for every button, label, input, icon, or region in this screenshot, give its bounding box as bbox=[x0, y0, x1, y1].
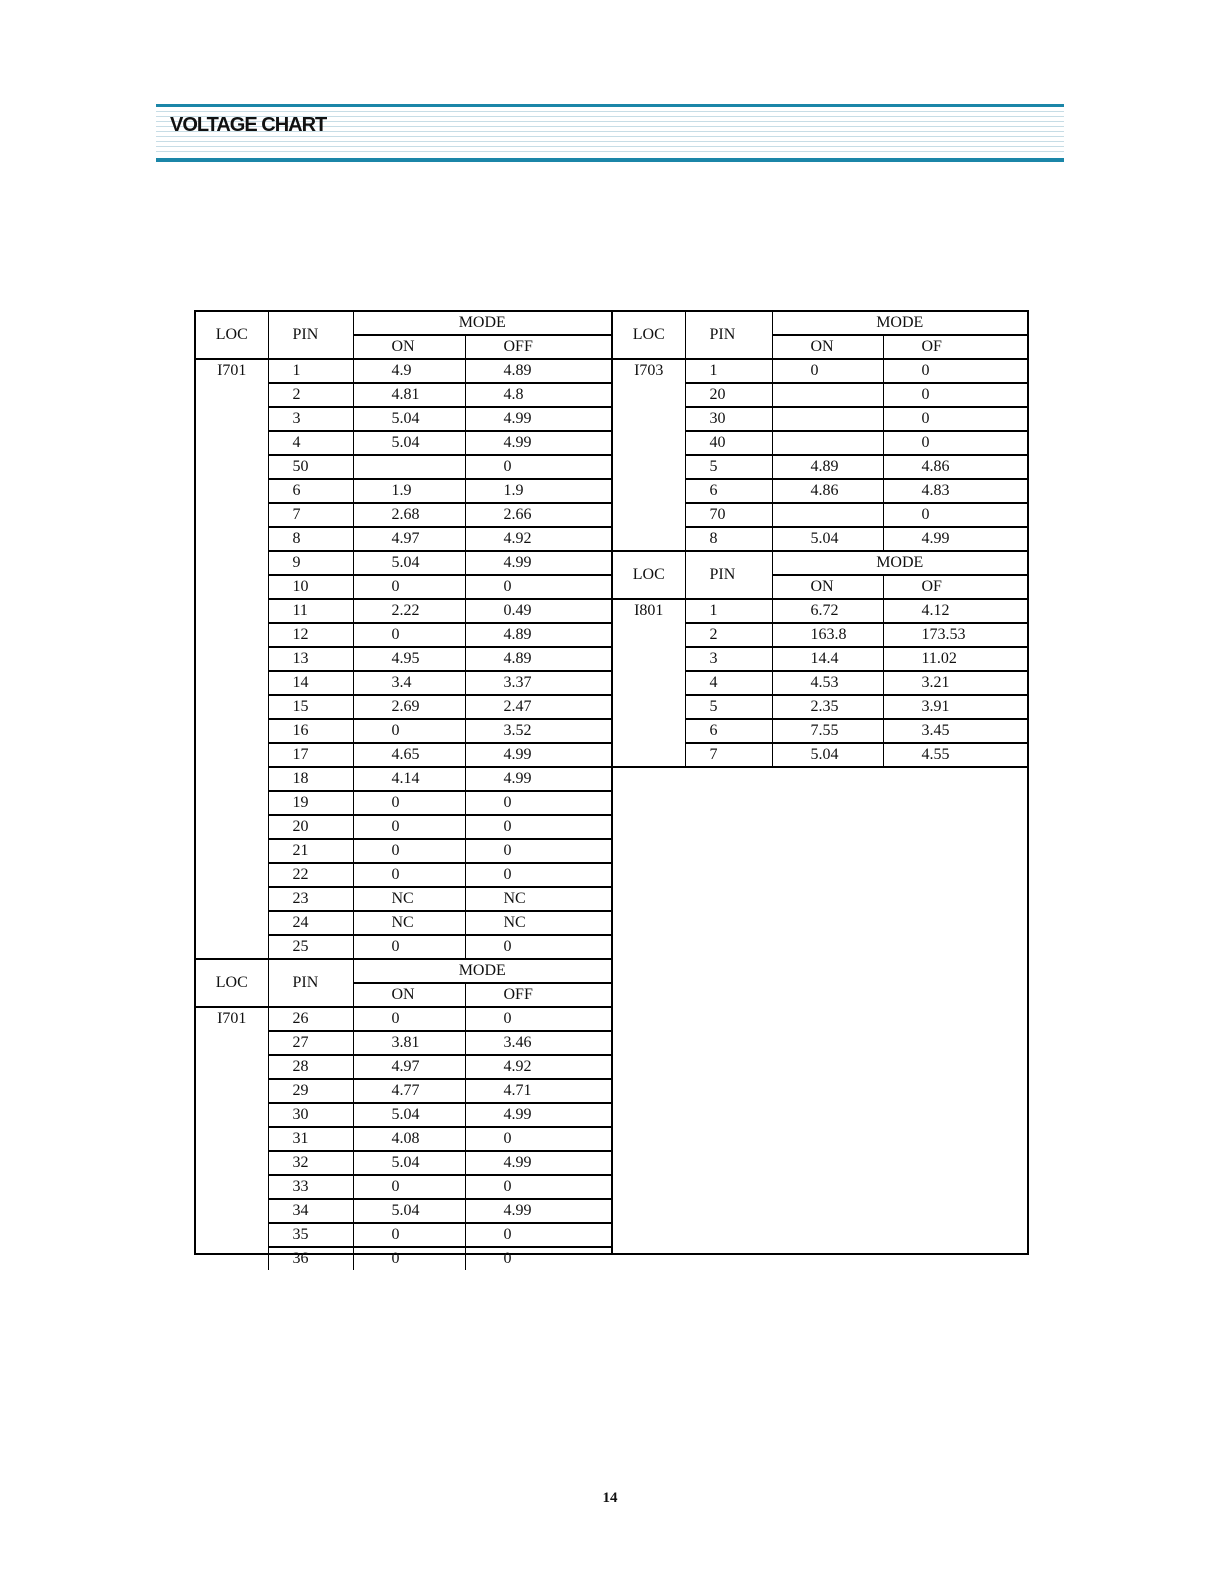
on-value-cell: 0 bbox=[353, 815, 465, 839]
loc-cell: I703 bbox=[613, 359, 685, 551]
loc-cell: I801 bbox=[613, 599, 685, 767]
on-value-cell: 2.22 bbox=[353, 599, 465, 623]
on-value-cell: 3.81 bbox=[353, 1031, 465, 1055]
off-value-cell: 2.66 bbox=[465, 503, 611, 527]
pin-cell: 9 bbox=[268, 551, 353, 575]
off-value-cell: 0 bbox=[465, 839, 611, 863]
on-value-cell: 4.97 bbox=[353, 1055, 465, 1079]
on-value-cell: 4.08 bbox=[353, 1127, 465, 1151]
on-value-cell: 1.9 bbox=[353, 479, 465, 503]
pin-cell: 6 bbox=[268, 479, 353, 503]
off-value-cell: 0 bbox=[465, 1223, 611, 1247]
off-value-cell: 4.99 bbox=[883, 527, 1027, 551]
pin-cell: 70 bbox=[685, 503, 772, 527]
off-value-cell: 4.99 bbox=[465, 1151, 611, 1175]
off-value-cell: 0 bbox=[465, 791, 611, 815]
pin-cell: 6 bbox=[685, 479, 772, 503]
off-value-cell: 4.92 bbox=[465, 1055, 611, 1079]
pin-cell: 3 bbox=[268, 407, 353, 431]
pin-cell: 32 bbox=[268, 1151, 353, 1175]
on-value-cell: 2.35 bbox=[772, 695, 883, 719]
col-header-mode: MODE bbox=[353, 312, 611, 335]
pin-cell: 1 bbox=[268, 359, 353, 383]
pin-cell: 40 bbox=[685, 431, 772, 455]
off-value-cell: 4.99 bbox=[465, 407, 611, 431]
off-value-cell: 0 bbox=[883, 407, 1027, 431]
off-value-cell: 0 bbox=[465, 863, 611, 887]
pin-cell: 7 bbox=[685, 743, 772, 767]
off-value-cell: 4.99 bbox=[465, 767, 611, 791]
off-value-cell: 4.99 bbox=[465, 1103, 611, 1127]
table-row bbox=[613, 599, 1027, 623]
pin-cell: 7 bbox=[268, 503, 353, 527]
on-value-cell: 0 bbox=[353, 1175, 465, 1199]
table-row bbox=[196, 1007, 611, 1031]
off-value-cell: 0 bbox=[465, 1007, 611, 1031]
table-row bbox=[196, 359, 611, 383]
pin-cell: 8 bbox=[268, 527, 353, 551]
on-value-cell bbox=[772, 503, 883, 527]
on-value-cell: 14.4 bbox=[772, 647, 883, 671]
header-top-rule bbox=[156, 104, 1064, 107]
off-value-cell: 4.71 bbox=[465, 1079, 611, 1103]
on-value-cell: 4.77 bbox=[353, 1079, 465, 1103]
col-header-mode: MODE bbox=[772, 551, 1027, 575]
off-value-cell: 4.89 bbox=[465, 623, 611, 647]
pin-cell: 26 bbox=[268, 1007, 353, 1031]
on-value-cell: 4.97 bbox=[353, 527, 465, 551]
col-header-off: OF bbox=[883, 575, 1027, 599]
off-value-cell: 4.89 bbox=[465, 647, 611, 671]
header-row bbox=[196, 959, 611, 983]
off-value-cell: 11.02 bbox=[883, 647, 1027, 671]
pin-cell: 8 bbox=[685, 527, 772, 551]
pin-cell: 21 bbox=[268, 839, 353, 863]
on-value-cell: 6.72 bbox=[772, 599, 883, 623]
on-value-cell: NC bbox=[353, 911, 465, 935]
voltage-table-left bbox=[196, 312, 611, 1270]
off-value-cell: 0 bbox=[465, 1247, 611, 1270]
on-value-cell: 5.04 bbox=[353, 1199, 465, 1223]
loc-cell: I701 bbox=[196, 359, 268, 959]
col-header-mode: MODE bbox=[772, 312, 1027, 335]
off-value-cell: 0 bbox=[883, 431, 1027, 455]
pin-cell: 19 bbox=[268, 791, 353, 815]
on-value-cell: 0 bbox=[353, 863, 465, 887]
off-value-cell: 0.49 bbox=[465, 599, 611, 623]
on-value-cell: 0 bbox=[353, 935, 465, 959]
pin-cell: 12 bbox=[268, 623, 353, 647]
pin-cell: 16 bbox=[268, 719, 353, 743]
on-value-cell: 5.04 bbox=[353, 551, 465, 575]
col-header-pin: PIN bbox=[268, 312, 353, 359]
off-value-cell: 3.46 bbox=[465, 1031, 611, 1055]
on-value-cell: 0 bbox=[353, 1007, 465, 1031]
header-row bbox=[613, 551, 1027, 575]
on-value-cell: 0 bbox=[353, 1223, 465, 1247]
col-header-mode: MODE bbox=[353, 959, 611, 983]
pin-cell: 36 bbox=[268, 1247, 353, 1270]
col-header-pin: PIN bbox=[685, 551, 772, 599]
pin-cell: 31 bbox=[268, 1127, 353, 1151]
on-value-cell: 4.86 bbox=[772, 479, 883, 503]
on-value-cell: 0 bbox=[353, 1247, 465, 1270]
off-value-cell: NC bbox=[465, 887, 611, 911]
pin-cell: 23 bbox=[268, 887, 353, 911]
pin-cell: 20 bbox=[268, 815, 353, 839]
loc-cell: I701 bbox=[217, 1010, 247, 1027]
off-value-cell: 4.99 bbox=[465, 743, 611, 767]
on-value-cell: 0 bbox=[353, 623, 465, 647]
pin-cell: 6 bbox=[685, 719, 772, 743]
pin-cell: 30 bbox=[268, 1103, 353, 1127]
off-value-cell: NC bbox=[465, 911, 611, 935]
pin-cell: 35 bbox=[268, 1223, 353, 1247]
off-value-cell: 4.99 bbox=[465, 431, 611, 455]
on-value-cell: 2.68 bbox=[353, 503, 465, 527]
on-value-cell: 0 bbox=[353, 839, 465, 863]
pin-cell: 10 bbox=[268, 575, 353, 599]
pin-cell: 14 bbox=[268, 671, 353, 695]
on-value-cell: NC bbox=[353, 887, 465, 911]
page-number: 14 bbox=[602, 1490, 618, 1506]
on-value-cell: 2.69 bbox=[353, 695, 465, 719]
on-value-cell bbox=[772, 383, 883, 407]
on-value-cell: 5.04 bbox=[772, 743, 883, 767]
off-value-cell: 2.47 bbox=[465, 695, 611, 719]
pin-cell: 5 bbox=[685, 695, 772, 719]
col-header-off: OFF bbox=[465, 335, 611, 359]
on-value-cell bbox=[772, 431, 883, 455]
pin-cell: 30 bbox=[685, 407, 772, 431]
col-header-off: OF bbox=[883, 335, 1027, 359]
off-value-cell: 4.55 bbox=[883, 743, 1027, 767]
off-value-cell: 4.92 bbox=[465, 527, 611, 551]
pin-cell: 4 bbox=[685, 671, 772, 695]
header-row bbox=[613, 312, 1027, 335]
header-row bbox=[196, 312, 611, 335]
on-value-cell: 5.04 bbox=[353, 1103, 465, 1127]
off-value-cell: 4.12 bbox=[883, 599, 1027, 623]
col-header-on: ON bbox=[772, 575, 883, 599]
pin-cell: 1 bbox=[685, 599, 772, 623]
pin-cell: 18 bbox=[268, 767, 353, 791]
col-header-on: ON bbox=[772, 335, 883, 359]
on-value-cell: 5.04 bbox=[353, 1151, 465, 1175]
on-value-cell: 4.81 bbox=[353, 383, 465, 407]
pin-cell: 29 bbox=[268, 1079, 353, 1103]
on-value-cell: 4.89 bbox=[772, 455, 883, 479]
on-value-cell: 0 bbox=[772, 359, 883, 383]
col-header-loc: LOC bbox=[196, 959, 268, 1007]
col-header-loc: LOC bbox=[196, 312, 268, 359]
off-value-cell: 3.91 bbox=[883, 695, 1027, 719]
pin-cell: 17 bbox=[268, 743, 353, 767]
on-value-cell: 5.04 bbox=[353, 407, 465, 431]
col-header-pin: PIN bbox=[268, 959, 353, 1007]
off-value-cell: 0 bbox=[465, 455, 611, 479]
on-value-cell: 4.14 bbox=[353, 767, 465, 791]
pin-cell: 25 bbox=[268, 935, 353, 959]
on-value-cell: 3.4 bbox=[353, 671, 465, 695]
page-title: VOLTAGE CHART bbox=[170, 114, 327, 136]
on-value-cell: 7.55 bbox=[772, 719, 883, 743]
on-value-cell: 5.04 bbox=[353, 431, 465, 455]
col-header-pin: PIN bbox=[685, 312, 772, 359]
on-value-cell: 163.8 bbox=[772, 623, 883, 647]
col-header-loc: LOC bbox=[613, 312, 685, 359]
pin-cell: 1 bbox=[685, 359, 772, 383]
off-value-cell: 4.99 bbox=[465, 1199, 611, 1223]
voltage-table-right bbox=[613, 312, 1027, 768]
pin-cell: 27 bbox=[268, 1031, 353, 1055]
on-value-cell: 0 bbox=[353, 575, 465, 599]
col-header-on: ON bbox=[353, 335, 465, 359]
on-value-cell: 4.53 bbox=[772, 671, 883, 695]
header-bottom-rule bbox=[156, 158, 1064, 162]
section-header bbox=[156, 104, 1064, 162]
pin-cell: 3 bbox=[685, 647, 772, 671]
on-value-cell bbox=[772, 407, 883, 431]
off-value-cell: 0 bbox=[465, 935, 611, 959]
col-header-loc: LOC bbox=[613, 551, 685, 599]
pin-cell: 5 bbox=[685, 455, 772, 479]
pin-cell: 4 bbox=[268, 431, 353, 455]
pin-cell: 15 bbox=[268, 695, 353, 719]
pin-cell: 34 bbox=[268, 1199, 353, 1223]
on-value-cell: 5.04 bbox=[772, 527, 883, 551]
col-header-on: ON bbox=[353, 983, 465, 1007]
off-value-cell: 4.99 bbox=[465, 551, 611, 575]
off-value-cell: 3.37 bbox=[465, 671, 611, 695]
off-value-cell: 0 bbox=[465, 1127, 611, 1151]
pin-cell: 28 bbox=[268, 1055, 353, 1079]
on-value-cell: 0 bbox=[353, 791, 465, 815]
off-value-cell: 0 bbox=[465, 815, 611, 839]
on-value-cell: 4.95 bbox=[353, 647, 465, 671]
off-value-cell: 1.9 bbox=[465, 479, 611, 503]
pin-cell: 22 bbox=[268, 863, 353, 887]
off-value-cell: 3.52 bbox=[465, 719, 611, 743]
pin-cell: 2 bbox=[685, 623, 772, 647]
off-value-cell: 0 bbox=[883, 503, 1027, 527]
on-value-cell bbox=[353, 455, 465, 479]
off-value-cell: 3.21 bbox=[883, 671, 1027, 695]
pin-cell: 20 bbox=[685, 383, 772, 407]
off-value-cell: 4.89 bbox=[465, 359, 611, 383]
off-value-cell: 4.83 bbox=[883, 479, 1027, 503]
off-value-cell: 4.86 bbox=[883, 455, 1027, 479]
off-value-cell: 173.53 bbox=[883, 623, 1027, 647]
off-value-cell: 0 bbox=[883, 383, 1027, 407]
off-value-cell: 3.45 bbox=[883, 719, 1027, 743]
on-value-cell: 4.9 bbox=[353, 359, 465, 383]
pin-cell: 33 bbox=[268, 1175, 353, 1199]
off-value-cell: 0 bbox=[465, 575, 611, 599]
off-value-cell: 4.8 bbox=[465, 383, 611, 407]
pin-cell: 24 bbox=[268, 911, 353, 935]
pin-cell: 11 bbox=[268, 599, 353, 623]
pin-cell: 13 bbox=[268, 647, 353, 671]
table-row bbox=[613, 359, 1027, 383]
off-value-cell: 0 bbox=[883, 359, 1027, 383]
pin-cell: 50 bbox=[268, 455, 353, 479]
on-value-cell: 0 bbox=[353, 719, 465, 743]
pin-cell: 2 bbox=[268, 383, 353, 407]
on-value-cell: 4.65 bbox=[353, 743, 465, 767]
col-header-off: OFF bbox=[465, 983, 611, 1007]
off-value-cell: 0 bbox=[465, 1175, 611, 1199]
